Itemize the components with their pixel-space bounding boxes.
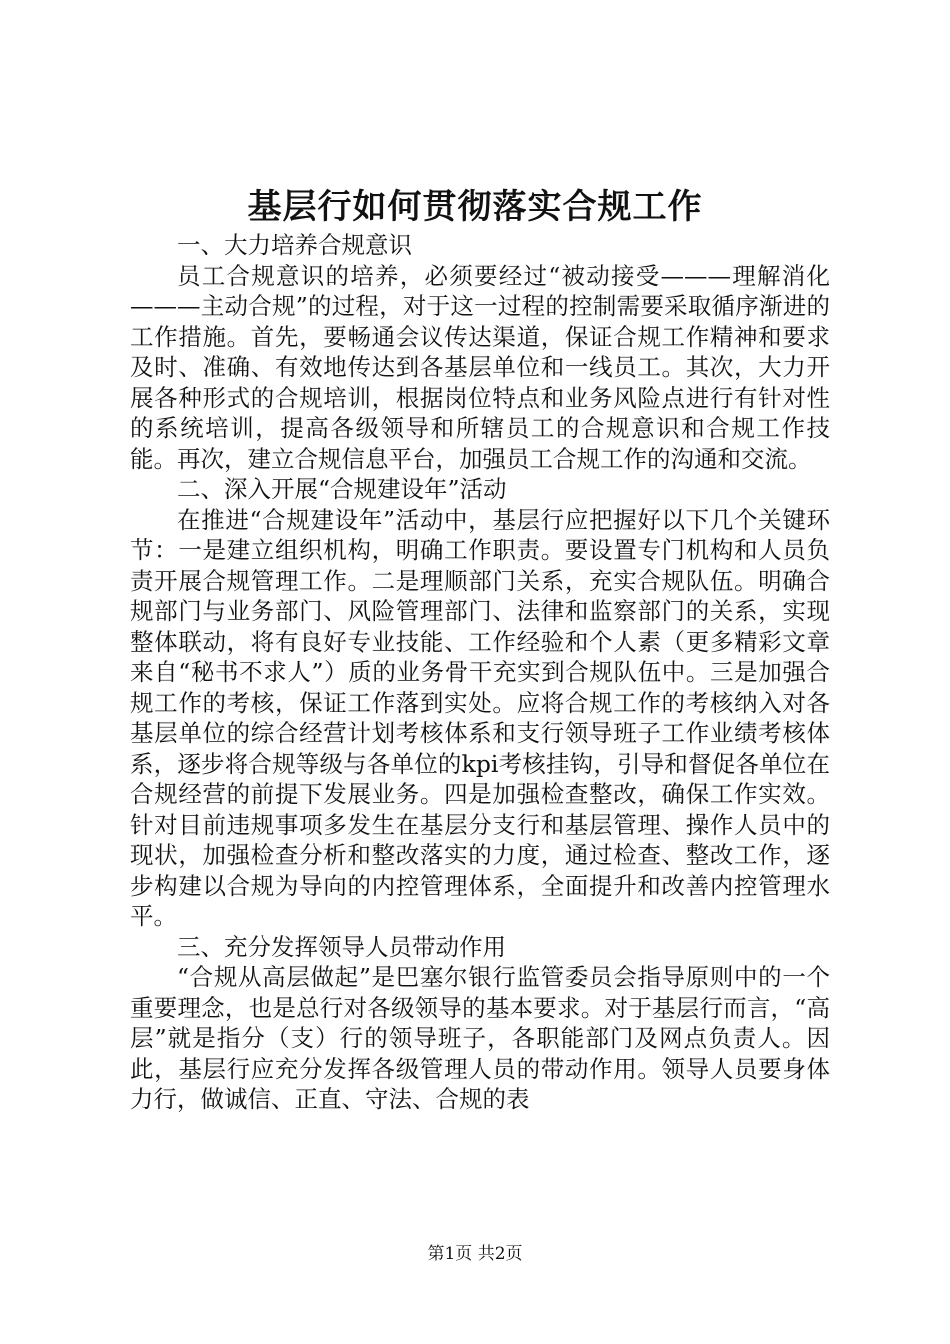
page-number-footer: 第1页 共2页 xyxy=(427,1244,523,1264)
section-heading-3: 三、充分发挥领导人员带动作用 xyxy=(177,932,506,961)
section-paragraph-3: “合规从高层做起”是巴塞尔银行监管委员会指导原则中的一个重要理念，也是总行对各级领导的基本要求。对于基层行而言，“高层”就是指分（支）行的领导班子，各职能部门及网点负责人。因此，基层行应充分发挥各级管理人员的带动作用。领导人员要身体力行，做诚信、正直、守法、合规的表 xyxy=(130,963,830,1113)
section-paragraph-2: 在推进“合规建设年”活动中，基层行应把握好以下几个关键环节：一是建立组织机构，明确工作职责。要设置专门机构和人员负责开展合规管理工作。二是理顺部门关系，充实合规队伍。明确合规部门与业务部门、风险管理部门、法律和监察部门的关系，实现整体联动，将有良好专业技能、工作经验和个人素（更多精彩文章来自“秘书不求人”）质的业务骨干充实到合规队伍中。三是加强合规工作的考核，保证工作落到实处。应将合规工作的考核纳入对各基层单位的综合经营计划考核体系和支行领导班子工作业绩考核体系，逐步将合规等级与各单位的kpi考核挂钩，引导和督促各单位在合规经营的前提下发展业务。四是加强检查整改，确保工作实效。针对目前违规事项多发生在基层分支行和基层管理、操作人员中的现状，加强检查分析和整改落实的力度，通过检查、整改工作，逐步构建以合规为导向的内控管理体系，全面提升和改善内控管理水平。 xyxy=(130,505,830,930)
section-paragraph-1: 员工合规意识的培养，必须要经过“被动接受———理解消化———主动合规”的过程，对于这一过程的控制需要采取循序渐进的工作措施。首先，要畅通会议传达渠道，保证合规工作精神和要求及时、准确、有效地传达到各基层单位和一线员工。其次，大力开展各种形式的合规培训，根据岗位特点和业务风险点进行有针对性的系统培训，提高各级领导和所辖员工的合规意识和合规工作技能。再次，建立合规信息平台，加强员工合规工作的沟通和交流。 xyxy=(130,261,830,473)
section-heading-2: 二、深入开展“合规建设年”活动 xyxy=(177,475,507,503)
document-body xyxy=(130,230,830,1115)
page-title: 基层行如何贯彻落实合规工作 xyxy=(247,187,703,227)
section-heading-1: 一、大力培养合规意识 xyxy=(177,231,412,259)
